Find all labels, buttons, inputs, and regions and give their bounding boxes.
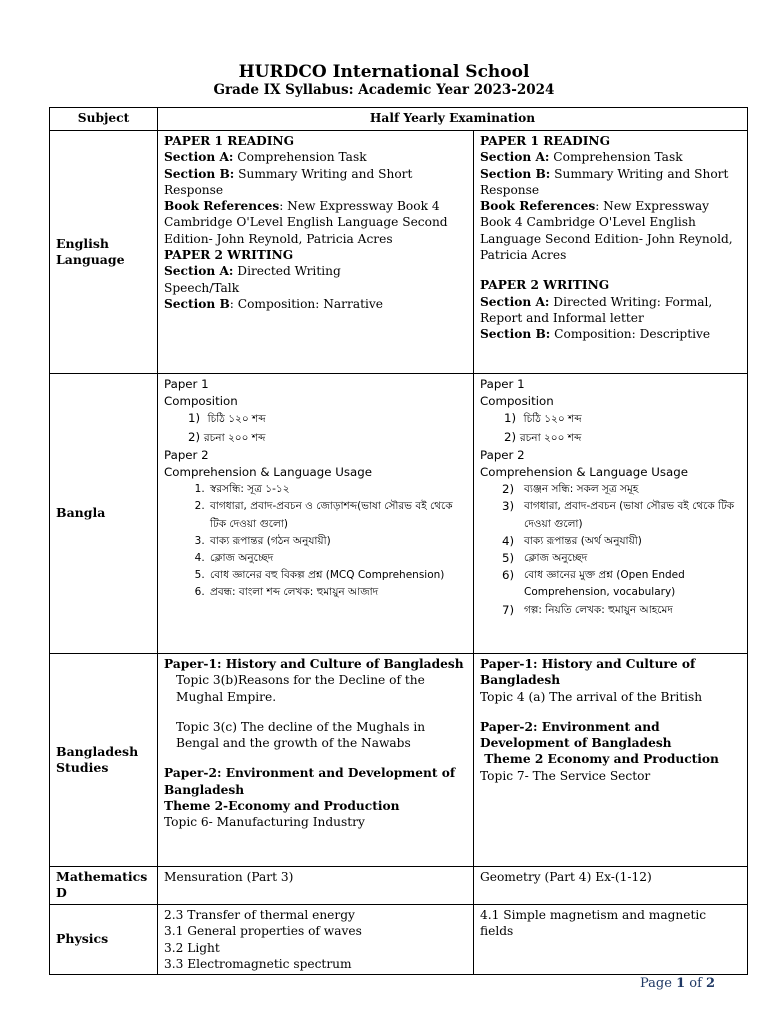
subject-english: English Language: [50, 131, 158, 374]
topic-text: 3.1 General properties of waves: [164, 924, 362, 939]
list-item: বোধ জ্ঞানের মুক্ত প্রশ্ন (Open Ended Comprehension, vocabulary): [524, 569, 685, 599]
paper1-heading: PAPER 1 READING: [480, 134, 610, 148]
paper-label: Paper 1: [164, 377, 209, 391]
section-text: Composition: Descriptive: [550, 327, 711, 342]
table-row: [50, 374, 748, 654]
list-item: রচনা ২০০ শব্দ: [519, 431, 582, 444]
english-right-cell: [474, 131, 748, 374]
syllabus-table: [49, 107, 748, 975]
paper1-heading: Paper-1: History and Culture of Bangladesh: [480, 657, 696, 688]
paper2-heading: PAPER 2 WRITING: [164, 248, 294, 263]
bangla-left-cell: Paper 1 Composition 1) চিঠি ১২০ শব্দ 2) রচনা ২০০ শব্দ Paper 2 Comprehension & Language Usage 1. স্বরসন্ধি: সূত্র ১-১২ 2. বাগধারা, প্রবাদ-প্রবচন ও জোড়াশব্দ(ভাষা সৌরভ বই থেকে টিক দেওয়া গুলো) 3. বাক্য রূপান্তর (গঠন অনুযায়ী) 4. ক্লোজ অনুচ্ছেদ 5. বোধ জ্ঞানের বহু বিকল্প প্রশ্ন (MCQ Comprehension) 6. প্রবন্ধ: বাংলা শব্দ লেখক: হুমায়ুন আজাদ: [158, 374, 474, 654]
list-number: 3): [502, 499, 515, 514]
list-number: 2): [502, 482, 515, 497]
section-label: Section B:: [480, 327, 551, 342]
section-text: : Composition: Narrative: [229, 296, 383, 311]
math-right-cell: Geometry (Part 4) Ex-(1-12): [474, 867, 748, 905]
list-item: রচনা ২০০ শব্দ: [203, 431, 266, 444]
page-number: [640, 976, 715, 991]
list-number: 4): [502, 533, 515, 548]
paper2-heading: Paper-2: Environment and Development of Bangladesh: [480, 719, 672, 751]
syllabus-title: Grade IX Syllabus: Academic Year 2023-2024: [213, 82, 555, 98]
table-row: [50, 867, 748, 905]
book-ref-label: Book References: [164, 199, 280, 214]
section-label: Section B: [164, 296, 230, 311]
topic-text: Topic 3(b)Reasons for the Decline of the Mughal Empire.: [176, 673, 425, 704]
bangla-right-cell: Paper 1 Composition 1) চিঠি ১২০ শব্দ 2) রচনা ২০০ শব্দ Paper 2 Comprehension & Language Usage 2) ব্যঞ্জন সন্ধি: সকল সূত্র সমূহ 3) বাগধারা, প্রবাদ-প্রবচন (ভাষা সৌরভ বই থেকে টিক দেওয়া গুলো) 4) বাক্য রূপান্তর (অর্থ অনুযায়ী) 5) ক্লোজ অনুচ্ছেদ 6) বোধ জ্ঞানের মুক্ত প্রশ্ন (Open Ended Comprehension, vocabulary) 7) গল্প: নিয়তি লেখক: হুমায়ুন আহমেদ: [474, 374, 748, 654]
list-item: 4. ক্লোজ অনুচ্ছেদ: [208, 550, 467, 567]
paper2-heading: PAPER 2 WRITING: [480, 278, 610, 293]
list-item: 5. বোধ জ্ঞানের বহু বিকল্প প্রশ্ন (MCQ Comprehension): [208, 567, 467, 584]
section-text: Comprehension Task: [233, 150, 367, 165]
list-item: ক্লোজ অনুচ্ছেদ: [524, 552, 588, 565]
table-row: [50, 131, 748, 374]
page-of: of: [685, 976, 707, 991]
header-exam: Half Yearly Examination: [158, 108, 748, 131]
list-item: বাগধারা, প্রবাদ-প্রবচন (ভাষা সৌরভ বই থেকে টিক দেওয়া গুলো): [524, 500, 735, 530]
section-heading: Composition: [480, 394, 554, 409]
subject-physics: Physics: [50, 905, 158, 975]
section-label: Section A:: [480, 150, 550, 165]
theme-heading: Theme 2 Economy and Production: [480, 752, 719, 767]
table-row: [50, 654, 748, 867]
list-number: 6): [502, 568, 515, 583]
theme-heading: Theme 2-Economy and Production: [164, 799, 400, 814]
physics-left-cell: [158, 905, 474, 975]
section-label: Section B:: [164, 166, 235, 181]
section-heading: Composition: [164, 394, 238, 409]
list-item: 3. বাক্য রূপান্তর (গঠন অনুযায়ী): [208, 533, 467, 550]
section-heading: Comprehension & Language Usage: [480, 465, 689, 480]
topic-text: Topic 4 (a) The arrival of the British: [480, 689, 703, 704]
list-number: 5): [502, 551, 515, 566]
section-text: Directed Writing: Formal, Report and Informal letter: [480, 294, 713, 325]
list-number: 7): [502, 602, 515, 617]
list-item: 2. বাগধারা, প্রবাদ-প্রবচন ও জোড়াশব্দ(ভাষা সৌরভ বই থেকে টিক দেওয়া গুলো): [208, 498, 467, 532]
list-item: চিঠি ১২০ শব্দ: [523, 413, 582, 426]
section-text: Speech/Talk: [164, 280, 240, 295]
page-total: 2: [706, 976, 716, 991]
page-label: Page: [640, 976, 677, 991]
section-text: Summary Writing and Short Response: [480, 166, 729, 197]
book-ref-label: Book References: [480, 199, 596, 214]
school-name: HURDCO International School: [238, 62, 530, 82]
section-label: Section B:: [480, 166, 551, 181]
section-label: Section A:: [480, 294, 550, 309]
section-text: Directed Writing: [233, 264, 341, 279]
topic-text: 3.3 Electromagnetic spectrum: [164, 956, 352, 971]
list-item: ব্যঞ্জন সন্ধি: সকল সূত্র সমূহ: [524, 483, 639, 496]
bds-right-cell: [474, 654, 748, 867]
paper1-heading: PAPER 1 READING: [164, 134, 294, 148]
list-item: 1. স্বরসন্ধি: সূত্র ১-১২: [208, 481, 467, 498]
section-text: Summary Writing and Short Response: [164, 166, 413, 197]
table-row: [50, 905, 748, 975]
section-label: Section A:: [164, 264, 234, 279]
section-label: Section A:: [164, 150, 234, 165]
header-subject: Subject: [50, 108, 158, 131]
list-item: চিঠি ১২০ শব্দ: [207, 413, 266, 426]
table-header-row: [50, 108, 748, 131]
section-heading: Comprehension & Language Usage: [164, 465, 373, 480]
book-ref-text: : New Expressway Book 4 Cambridge O'Level English Language Second Edition- John Reynold, Patricia Acres: [480, 199, 733, 263]
list-item: 6. প্রবন্ধ: বাংলা শব্দ লেখক: হুমায়ুন আজাদ: [208, 584, 467, 601]
topic-text: Topic 3(c) The decline of the Mughals in Bengal and the growth of the Nawabs: [176, 719, 426, 751]
english-left-cell: [158, 131, 474, 374]
paper-label: Paper 2: [480, 447, 525, 462]
list-item: বাক্য রূপান্তর (অর্থ অনুযায়ী): [524, 534, 642, 547]
paper-label: Paper 1: [480, 377, 525, 391]
physics-right-cell: 4.1 Simple magnetism and magnetic fields: [474, 905, 748, 975]
subject-mathematics: Mathematics D: [50, 867, 158, 905]
topic-text: 2.3 Transfer of thermal energy: [164, 908, 355, 922]
paper2-heading: Paper-2: Environment and Development of Bangladesh: [164, 766, 456, 797]
math-left-cell: Mensuration (Part 3): [158, 867, 474, 905]
paper1-heading: Paper-1: History and Culture of Bangladesh: [164, 657, 464, 671]
section-text: Comprehension Task: [549, 150, 683, 165]
topic-text: Topic 6- Manufacturing Industry: [164, 815, 365, 830]
list-item: গল্প: নিয়তি লেখক: হুমায়ুন আহমেদ: [524, 603, 673, 616]
paper-label: Paper 2: [164, 447, 209, 462]
topic-text: 3.2 Light: [164, 940, 220, 955]
subject-bangladesh-studies: Bangladesh Studies: [50, 654, 158, 867]
bds-left-cell: [158, 654, 474, 867]
book-ref-text: : New Expressway Book 4 Cambridge O'Level English Language Second Edition- John Reynold, Patricia Acres: [164, 199, 448, 246]
page-current: 1: [676, 976, 686, 991]
topic-text: Topic 7- The Service Sector: [480, 768, 651, 783]
subject-bangla: Bangla: [50, 374, 158, 654]
